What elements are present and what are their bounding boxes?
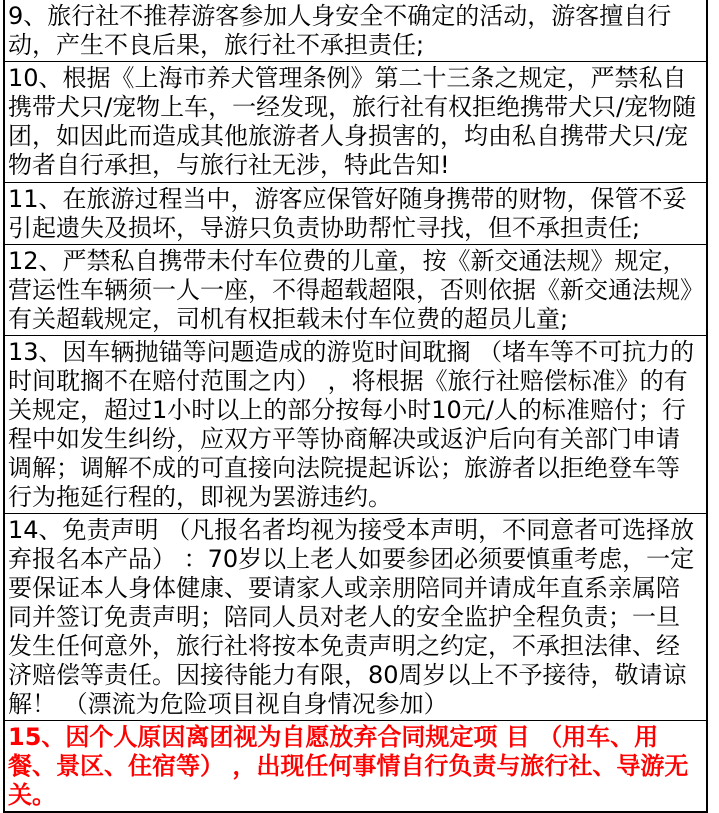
- terms-item-11: 11、在旅游过程当中，游客应保管好随身携带的财物，保管不妥引起遗失及损坏，导游只负责协助帮忙寻找，但不承担责任;: [5, 182, 706, 244]
- terms-table: [3, 0, 708, 813]
- terms-item-12: 12、严禁私自携带未付车位费的儿童，按《新交通法规》规定，营运性车辆须一人一座，不得超载超限，否则依据《新交通法规》有关超载规定，司机有权拒载未付车位费的超员儿童;: [5, 244, 706, 335]
- terms-item-15-disclaimer-red: 15、因个人原因离团视为自愿放弃合同规定项 目 （用车、用餐、景区、住宿等） ，出现任何事情自行负责与旅行社、导游无关。: [5, 720, 706, 811]
- terms-item-10: 10、根据《上海市养犬管理条例》第二十三条之规定，严禁私自携带犬只/宠物上车，一经发现，旅行社有权拒绝携带犬只/宠物随团，如因此而造成其他旅游者人身损害的，均由私自携带犬只/宠物者自行承担，与旅行社无涉，特此告知!: [5, 61, 706, 182]
- terms-item-14: 14、免责声明 （凡报名者均视为接受本声明，不同意者可选择放弃报名本产品） ：70岁以上老人如要参团必须要慎重考虑，一定要保证本人身体健康、要请家人或亲朋陪同并请成年直系亲属陪同并签订免责声明；陪同人员对老人的安全监护全程负责；一旦发生任何意外，旅行社将按本免责声明之约定，不承担法律、经济赔偿等责任。因接待能力有限，80周岁以上不予接待，敬请谅解！ （漂流为危险项目视自身情况参加）: [5, 513, 706, 720]
- terms-item-9: 9、旅行社不推荐游客参加人身安全不确定的活动，游客擅自行动，产生不良后果，旅行社不承担责任;: [8, 2, 672, 59]
- terms-item-13: 13、因车辆抛锚等问题造成的游览时间耽搁 （堵车等不可抗力的时间耽搁不在赔付范围之内） ，将根据《旅行社赔偿标准》的有关规定，超过1小时以上的部分按每小时10元/人的标准赔付；行程中如发生纠纷，应双方平等协商解决或返沪后向有关部门申请调解；调解不成的可直接向法院提起诉讼；旅游者以拒绝登车等行为拖延行程的，即视为罢游违约。: [5, 335, 706, 513]
